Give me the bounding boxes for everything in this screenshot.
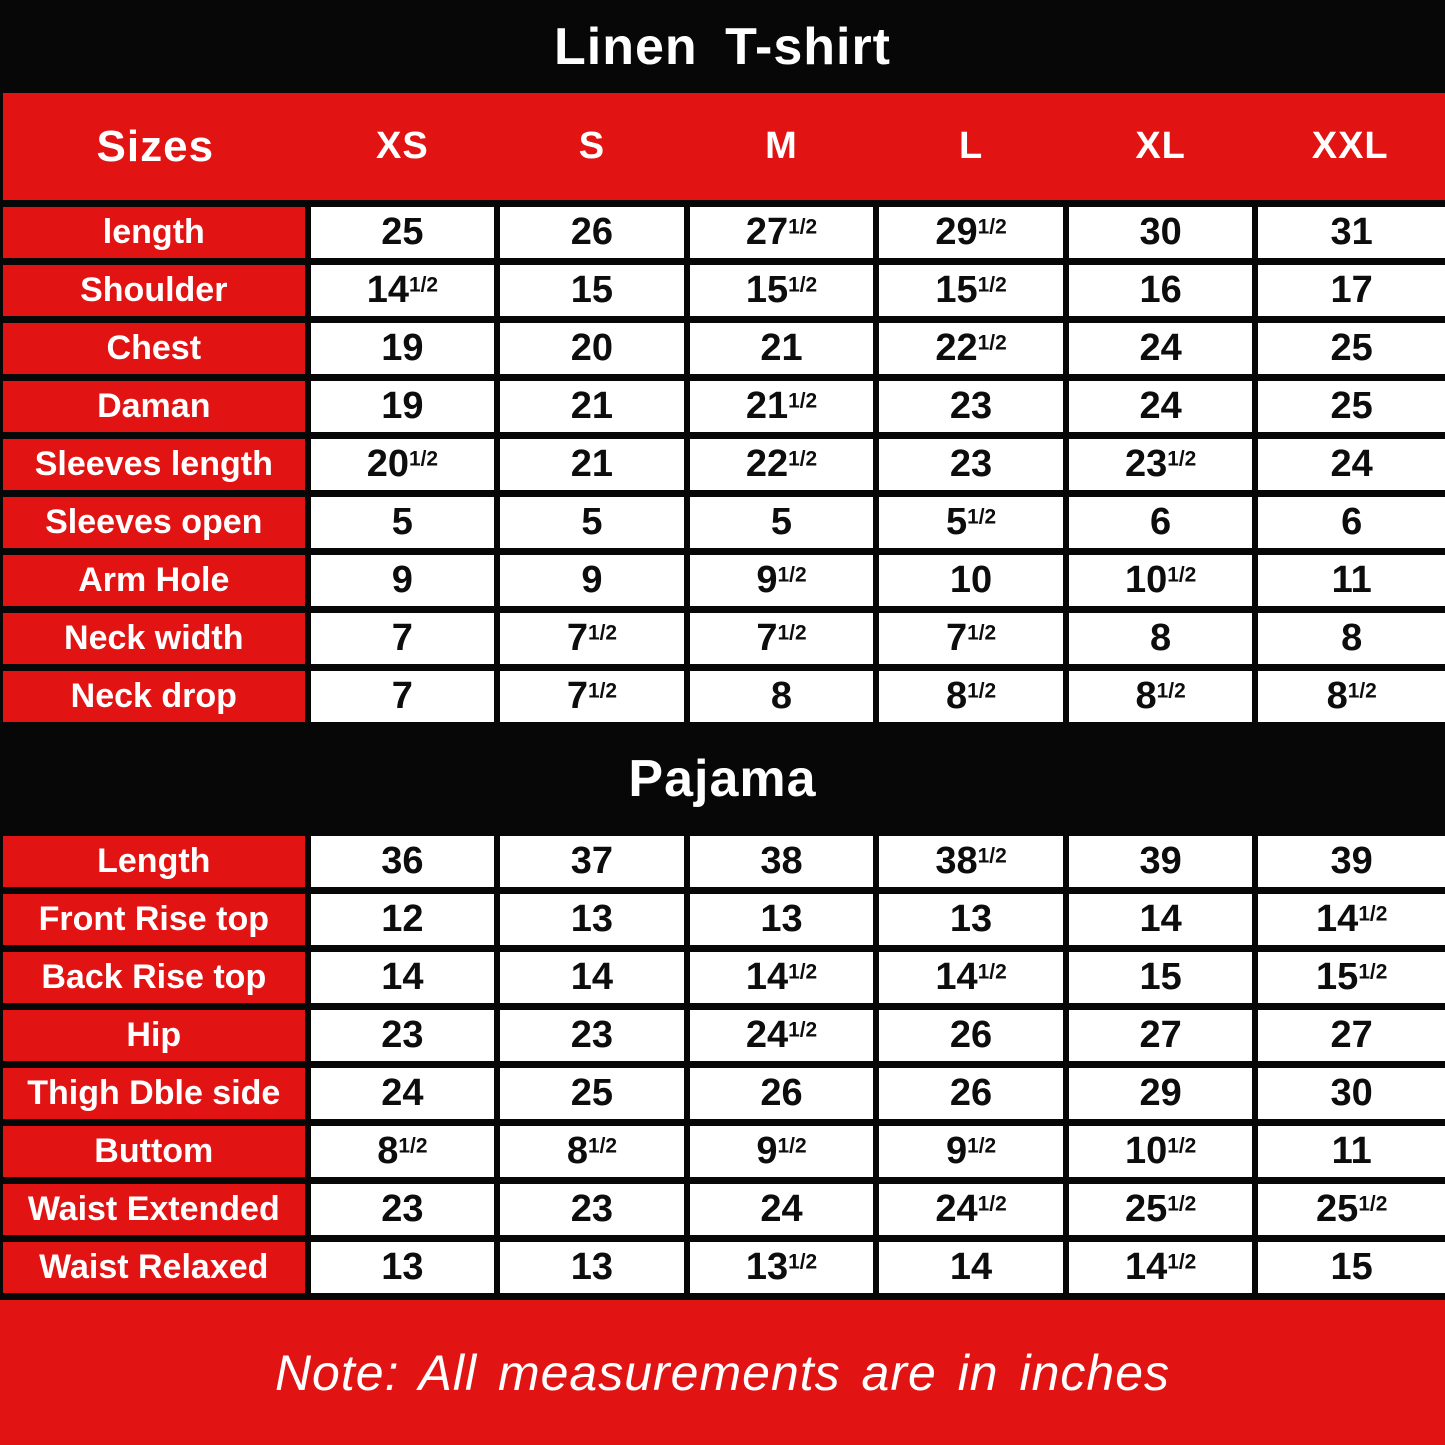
size-value: 26: [876, 1065, 1066, 1123]
linen-tshirt-title: Linen T-shirt: [554, 17, 891, 76]
size-value: $25^{1/2}$: [1255, 1181, 1445, 1239]
table-row-hip: [2, 1007, 1445, 1065]
tshirt-size-table: [0, 93, 1445, 729]
row-label: Arm Hole: [2, 552, 308, 610]
linen-tshirt-banner: [0, 0, 1445, 93]
size-value: 25: [308, 204, 498, 262]
row-label: Sleeves open: [2, 494, 308, 552]
size-value: 26: [687, 1065, 877, 1123]
size-header-xs: XS: [308, 93, 498, 204]
size-value: 29: [1066, 1065, 1256, 1123]
size-value: $14^{1/2}$: [1066, 1239, 1256, 1297]
size-header-s: S: [497, 93, 687, 204]
size-header-xl: XL: [1066, 93, 1256, 204]
row-label: Length: [2, 833, 308, 891]
table-row-length: [2, 204, 1445, 262]
table-row-waist-relaxed: [2, 1239, 1445, 1297]
size-value: 30: [1255, 1065, 1445, 1123]
size-value: 5: [308, 494, 498, 552]
size-value: 25: [1255, 320, 1445, 378]
size-value: $22^{1/2}$: [687, 436, 877, 494]
row-label: Back Rise top: [2, 949, 308, 1007]
size-value: $9^{1/2}$: [876, 1123, 1066, 1181]
row-label: Waist Relaxed: [2, 1239, 308, 1297]
size-value: 24: [1066, 378, 1256, 436]
size-value: $9^{1/2}$: [687, 552, 877, 610]
size-value: 5: [497, 494, 687, 552]
size-value: 14: [1066, 891, 1256, 949]
size-value: 9: [497, 552, 687, 610]
size-value: 19: [308, 320, 498, 378]
size-value: 8: [687, 668, 877, 726]
size-value: $13^{1/2}$: [687, 1239, 877, 1297]
table-row-arm-hole: [2, 552, 1445, 610]
table-row-chest: [2, 320, 1445, 378]
size-value: 25: [1255, 378, 1445, 436]
size-value: $15^{1/2}$: [687, 262, 877, 320]
table-row-front-rise-top: [2, 891, 1445, 949]
size-value: 13: [497, 1239, 687, 1297]
row-label: Front Rise top: [2, 891, 308, 949]
row-label: Neck drop: [2, 668, 308, 726]
size-value: 24: [1255, 436, 1445, 494]
size-value: 23: [497, 1181, 687, 1239]
size-value: 15: [1255, 1239, 1445, 1297]
size-value: $14^{1/2}$: [687, 949, 877, 1007]
size-value: $9^{1/2}$: [687, 1123, 877, 1181]
size-value: 38: [687, 833, 877, 891]
size-header-l: L: [876, 93, 1066, 204]
size-value: $29^{1/2}$: [876, 204, 1066, 262]
size-value: $21^{1/2}$: [687, 378, 877, 436]
row-label: length: [2, 204, 308, 262]
pajama-banner: [0, 729, 1445, 829]
size-header-m: M: [687, 93, 877, 204]
row-label: Chest: [2, 320, 308, 378]
size-value: $23^{1/2}$: [1066, 436, 1256, 494]
measurement-note: Note: All measurements are in inches: [274, 1344, 1171, 1401]
size-value: $8^{1/2}$: [497, 1123, 687, 1181]
sizes-header-cell: Sizes: [2, 93, 308, 204]
size-value: $20^{1/2}$: [308, 436, 498, 494]
size-value: 39: [1255, 833, 1445, 891]
size-value: 36: [308, 833, 498, 891]
size-value: 7: [308, 610, 498, 668]
size-value: $7^{1/2}$: [497, 610, 687, 668]
table-row-neck-drop: [2, 668, 1445, 726]
pajama-size-table: [0, 829, 1445, 1300]
size-value: 23: [876, 436, 1066, 494]
size-value: $7^{1/2}$: [876, 610, 1066, 668]
size-value: 37: [497, 833, 687, 891]
size-value: $15^{1/2}$: [1255, 949, 1445, 1007]
size-value: 16: [1066, 262, 1256, 320]
size-value: 5: [687, 494, 877, 552]
size-value: $14^{1/2}$: [308, 262, 498, 320]
table-row-neck-width: [2, 610, 1445, 668]
size-value: 15: [497, 262, 687, 320]
size-value: 14: [308, 949, 498, 1007]
size-value: $5^{1/2}$: [876, 494, 1066, 552]
pajama-title: Pajama: [628, 750, 817, 808]
row-label: Daman: [2, 378, 308, 436]
size-value: 26: [497, 204, 687, 262]
size-value: 6: [1066, 494, 1256, 552]
size-value: 10: [876, 552, 1066, 610]
size-value: $24^{1/2}$: [876, 1181, 1066, 1239]
size-value: $8^{1/2}$: [876, 668, 1066, 726]
size-value: $22^{1/2}$: [876, 320, 1066, 378]
size-value: 23: [497, 1007, 687, 1065]
size-value: 13: [308, 1239, 498, 1297]
size-value: $8^{1/2}$: [1255, 668, 1445, 726]
size-value: 27: [1255, 1007, 1445, 1065]
size-value: 14: [876, 1239, 1066, 1297]
row-label: Shoulder: [2, 262, 308, 320]
size-value: 7: [308, 668, 498, 726]
size-value: 17: [1255, 262, 1445, 320]
size-value: 23: [308, 1181, 498, 1239]
size-value: 30: [1066, 204, 1256, 262]
table-row-daman: [2, 378, 1445, 436]
row-label: Sleeves length: [2, 436, 308, 494]
size-value: 19: [308, 378, 498, 436]
size-value: $24^{1/2}$: [687, 1007, 877, 1065]
size-value: 21: [497, 436, 687, 494]
row-label: Waist Extended: [2, 1181, 308, 1239]
size-value: 20: [497, 320, 687, 378]
size-value: 13: [687, 891, 877, 949]
size-value: 23: [876, 378, 1066, 436]
size-value: $14^{1/2}$: [1255, 891, 1445, 949]
size-value: 15: [1066, 949, 1256, 1007]
size-header-row: [2, 93, 1445, 204]
size-value: $10^{1/2}$: [1066, 1123, 1256, 1181]
size-value: $15^{1/2}$: [876, 262, 1066, 320]
size-value: 21: [497, 378, 687, 436]
table-row-buttom: [2, 1123, 1445, 1181]
row-label: Neck width: [2, 610, 308, 668]
table-row-sleeves-open: [2, 494, 1445, 552]
size-value: $27^{1/2}$: [687, 204, 877, 262]
size-value: 6: [1255, 494, 1445, 552]
size-value: 27: [1066, 1007, 1256, 1065]
table-row-waist-extended: [2, 1181, 1445, 1239]
size-value: 13: [497, 891, 687, 949]
size-value: $7^{1/2}$: [497, 668, 687, 726]
size-value: 11: [1255, 1123, 1445, 1181]
size-value: 24: [308, 1065, 498, 1123]
note-bar: [0, 1300, 1445, 1445]
table-row-thigh-dble-side: [2, 1065, 1445, 1123]
table-row-back-rise-top: [2, 949, 1445, 1007]
table-row-shoulder: [2, 262, 1445, 320]
size-value: 24: [687, 1181, 877, 1239]
size-value: $8^{1/2}$: [308, 1123, 498, 1181]
size-value: 11: [1255, 552, 1445, 610]
size-value: $7^{1/2}$: [687, 610, 877, 668]
size-value: 14: [497, 949, 687, 1007]
size-value: 21: [687, 320, 877, 378]
size-value: 23: [308, 1007, 498, 1065]
row-label: Hip: [2, 1007, 308, 1065]
table-row-sleeves-length: [2, 436, 1445, 494]
size-value: 8: [1066, 610, 1256, 668]
size-value: $25^{1/2}$: [1066, 1181, 1256, 1239]
size-value: $8^{1/2}$: [1066, 668, 1256, 726]
size-value: 12: [308, 891, 498, 949]
row-label: Thigh Dble side: [2, 1065, 308, 1123]
size-value: 9: [308, 552, 498, 610]
size-value: 39: [1066, 833, 1256, 891]
size-value: $38^{1/2}$: [876, 833, 1066, 891]
size-value: 13: [876, 891, 1066, 949]
size-value: $14^{1/2}$: [876, 949, 1066, 1007]
size-value: 8: [1255, 610, 1445, 668]
size-header-xxl: XXL: [1255, 93, 1445, 204]
table-row-pj-length: [2, 833, 1445, 891]
size-value: 31: [1255, 204, 1445, 262]
row-label: Buttom: [2, 1123, 308, 1181]
size-value: 26: [876, 1007, 1066, 1065]
size-value: 24: [1066, 320, 1256, 378]
size-value: $10^{1/2}$: [1066, 552, 1256, 610]
size-value: 25: [497, 1065, 687, 1123]
